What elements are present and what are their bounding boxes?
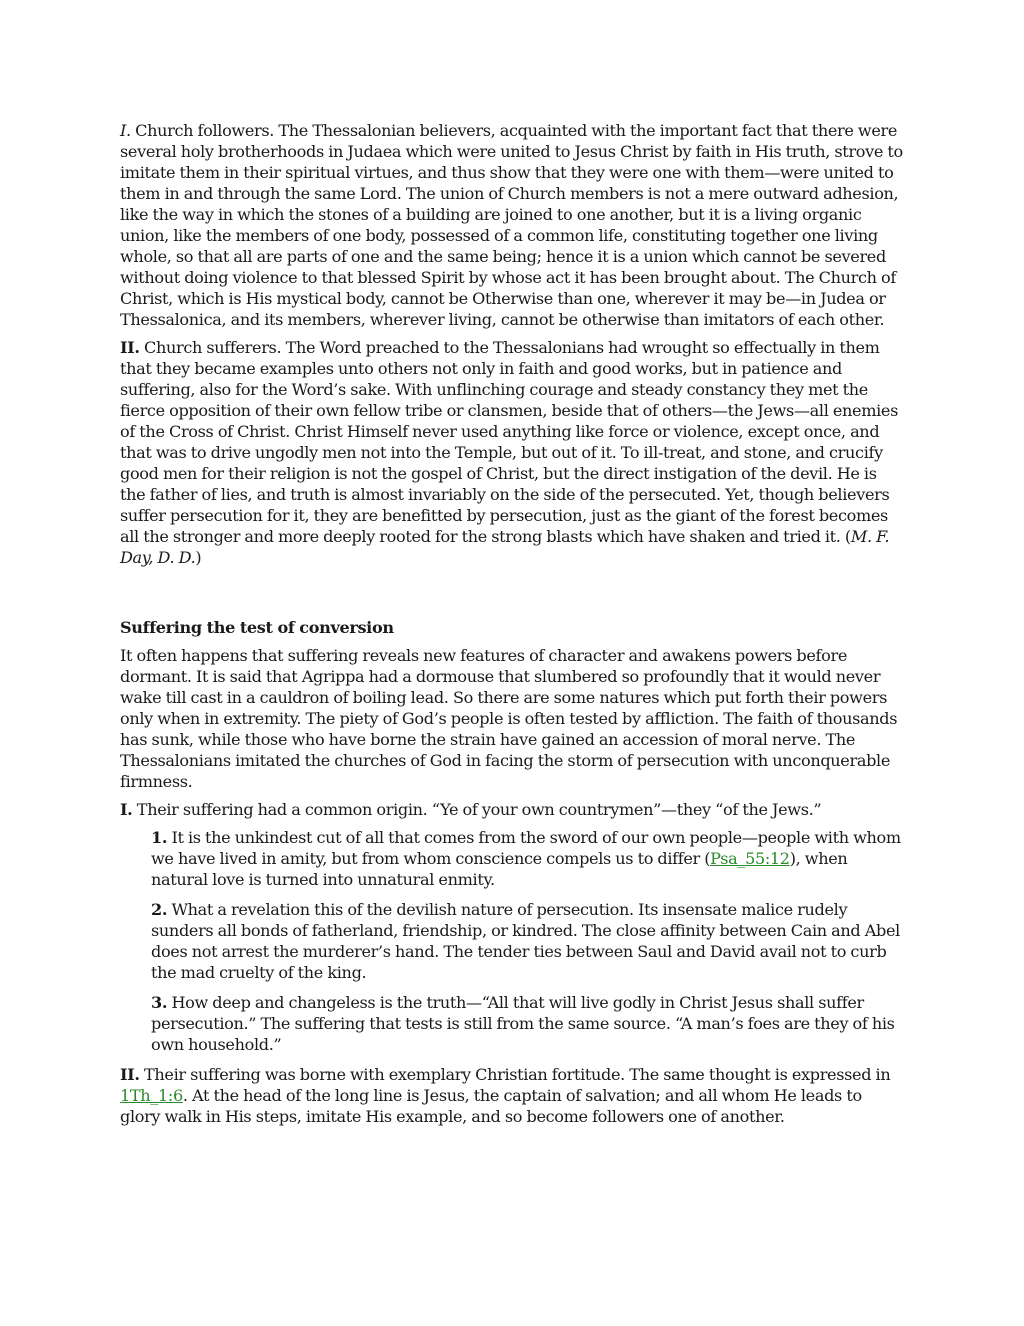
scripture-link-psalm[interactable]: Psa_55:12: [710, 849, 790, 868]
sub-point-2: [151, 899, 906, 983]
point-number: I: [120, 121, 127, 140]
sub-point-number: 2.: [151, 900, 168, 919]
sub-point-3: [151, 992, 906, 1055]
citation-close: ): [195, 548, 202, 567]
scripture-link-thessalonians[interactable]: 1Th_1:6: [120, 1086, 183, 1105]
paragraph-church-followers: [120, 120, 906, 330]
paragraph-text: What a revelation this of the devilish nature of persecution. Its insensate malice rudely sunders all bonds of fatherland, friendship, or kindred. The close affinity between Cain and Abel does not arrest the murderer’s hand. The tender ties between Saul and David avail not to curb the mad cruelty of the king.: [151, 900, 900, 982]
paragraph-text: . At the head of the long line is Jesus, the captain of salvation; and all whom He leads to glory walk in His steps, imitate His example, and so become followers one of another.: [120, 1086, 862, 1126]
paragraph-text: How deep and changeless is the truth—“All that will live godly in Christ Jesus shall suffer persecution.” The suffering that tests is still from the same source. “A man’s foes are they of his own household.”: [151, 993, 895, 1054]
section-heading: Suffering the test of conversion: [120, 618, 394, 637]
author-citation: M. F. Day, D. D.: [120, 527, 890, 567]
paragraph-intro: It often happens that suffering reveals new features of character and awakens powers before dormant. It is said that Agrippa had a dormouse that slumbered so profoundly that it would never wake till cast in a cauldron of boiling lead. So there are some natures which put forth their powers only when in extremity. The piety of God’s people is often tested by affliction. The faith of thousands has sunk, while those who have borne the strain have gained an accession of moral nerve. The Thessalonians imitated the churches of God in facing the storm of persecution with unconquerable firmness.: [120, 646, 898, 791]
paragraph-text: It is the unkindest cut of all that comes from the sword of our own people—people with whom we have lived in amity, but from whom conscience compels us to differ (: [151, 828, 901, 868]
point-number: I.: [120, 800, 133, 819]
paragraph-text: Their suffering was borne with exemplary Christian fortitude. The same thought is expressed in: [139, 1065, 891, 1084]
point-number: II.: [120, 338, 140, 357]
sub-point-number: 1.: [151, 828, 168, 847]
paragraph-point-1: [120, 799, 906, 820]
sub-point-number: 3.: [151, 993, 168, 1012]
paragraph-point-2: [120, 1064, 906, 1127]
paragraph-text: ), when natural love is turned into unnatural enmity.: [151, 849, 848, 889]
sub-point-1: [151, 827, 906, 890]
point-number: II.: [120, 1065, 140, 1084]
document-page: [120, 120, 906, 1134]
paragraph-text: . Church followers. The Thessalonian believers, acquainted with the important fact that there were several holy brotherhoods in Judaea which were united to Jesus Christ by faith in His truth, strove to imitate them in their spiritual virtues, and thus show that they were one with them—were united to them in and through the same Lord. The union of Church members is not a mere outward adhesion, like the way in which the stones of a building are joined to one another, but it is a living organic union, like the members of one body, possessed of a common life, constituting together one living whole, so that all are parts of one and the same being; hence it is a union which cannot be severed without doing violence to that blessed Spirit by whose act it has been brought about. The Church of Christ, which is His mystical body, cannot be Otherwise than one, wherever it may be—in Judea or Thessalonica, and its members, wherever living, cannot be otherwise than imitators of each other.: [120, 121, 903, 329]
paragraph-text: Church sufferers. The Word preached to the Thessalonians had wrought so effectually in them that they became examples unto others not only in faith and good works, but in patience and suffering, also for the Word’s sake. With unflinching courage and steady constancy they met the fierce opposition of their own fellow tribe or clansmen, beside that of others—the Jews—all enemies of the Cross of Christ. Christ Himself never used anything like force or violence, except once, and that was to drive ungodly men not into the Temple, but out of it. To ill-treat, and stone, and crucify good men for their religion is not the gospel of Christ, but the direct instigation of the devil. He is the father of lies, and truth is almost invariably on the side of the persecuted. Yet, though believers suffer persecution for it, they are benefitted by persecution, just as the giant of the forest becomes all the stronger and more deeply rooted for the strong blasts which have shaken and tried it. (: [120, 338, 899, 546]
paragraph-text: Their suffering had a common origin. “Ye of your own countrymen”—they “of the Jews.”: [132, 800, 822, 819]
paragraph-church-sufferers: [120, 337, 906, 568]
